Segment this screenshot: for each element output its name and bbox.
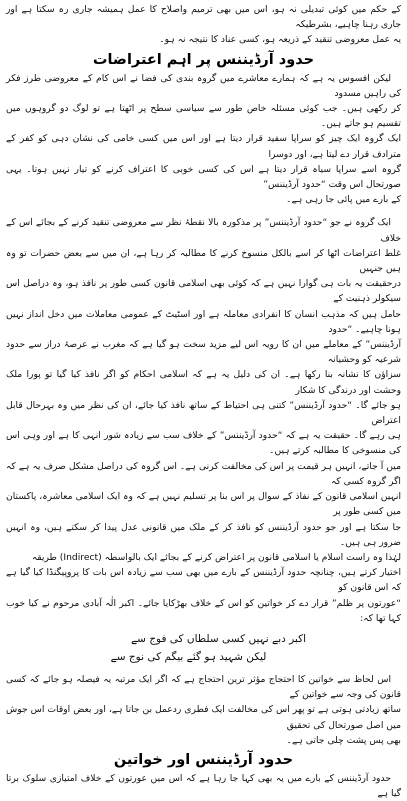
text-line: آرڈیننس” کے معاملے میں ان کا رویہ اس لیے مزید سخت ہو گیا ہے کہ مغرب نے عرصۂ دراز سے حدود شرعیہ کو وحشیانہ: [6, 339, 401, 366]
poem-line-1: اکبر دبے نہیں کسی سلطاں کی فوج سے: [130, 632, 307, 645]
text-line: ہی رہے گا۔ حقیقت یہ ہے کہ “حدود آرڈیننس” کے خلاف سب سے زیادہ شور انہی کا ہے اور وہی اس کی منسوخی کا مطالبہ کرتے ہیں۔: [6, 430, 401, 457]
section-heading-objections: حدود آرڈیننس پر اہم اعتراضات: [92, 51, 315, 68]
text-line: سزاؤں کا نشانہ بنا رکھا ہے۔ ان کی دلیل یہ ہے کہ اسلامی احکام کو اگر نافذ کیا گیا تو پورا ملک وحشت اور درندگی کا شکار: [6, 369, 401, 396]
text-line: حدود آرڈیننس کے بارے میں یہ بھی کہا جا رہا ہے کہ اس میں عورتوں کے خلاف امتیازی سلوک برتا گیا ہے: [6, 772, 401, 800]
text-line: بھی پس پشت چلی جاتی ہے۔: [286, 734, 401, 746]
section1-paragraph-1: [6, 71, 401, 208]
text-line: ہو جائے گا۔ “حدود آرڈیننس” کتنی ہی احتیاط کے ساتھ نافذ کیا جائے، ان کی نظر میں وہ بہرحال قابل اعتراض: [6, 399, 401, 427]
intro-line-2: یہ عمل معروضی تنقید کے ذریعہ ہو، کسی عناد کا نتیجہ نہ ہو۔: [159, 34, 401, 46]
text-line: کر رکھی ہیں۔ جب کوئی مسئلہ خاص طور سے سیاسی سطح پر اٹھتا ہے تو لوگ دو گروہوں میں تقسیم ہو جاتے ہیں۔: [6, 103, 401, 130]
text-line: کے بارے میں پائی جا رہی ہے۔: [286, 194, 401, 206]
section2-paragraph-1: [6, 771, 401, 801]
text-line: درحقیقت یہ بات ہی گوارا نہیں ہے کہ کوئی بھی اسلامی قانون کسی طور پر نافذ ہو، وہ دراصل اس سیکولر ذہنیت کے: [6, 278, 401, 305]
text-line: غلط اعتراضات اٹھا کر اسے بالکل منسوخ کرنے کا مطالبہ کر رہا ہے، ان میں سے بعض حضرات تو وہ ہیں جنہیں: [6, 247, 401, 275]
text-line: انہیں اسلامی قانون کے نفاذ کے سوال پر اس بنا پر تسلیم نہیں ہے کہ وہ ایک اسلامی معاشرہ، پاکستان میں کسی طور پر: [6, 491, 401, 518]
text-line: لہٰذا وہ راست اسلام یا اسلامی قانون پر اعتراض کرنے کے بجائے ایک بالواسطہ (Indirect) طریقہ: [31, 551, 401, 563]
intro-line-1: کے حکم میں کوئی تبدیلی نہ ہو، اس میں بھی ترمیم واصلاح کا عمل ہمیشہ جاری رہ سکتا ہے اور جاری رہنا چاہیے، بشرطیکہ: [6, 4, 401, 31]
text-line: اختیار کرتے ہیں، چنانچہ حدود آرڈیننس کے بارے میں بھی سب سے زیادہ اس بات کا پروپیگنڈا کیا گیا ہے کہ اس قانون کو: [6, 567, 401, 594]
text-line: گروہ اسے سراپا سیاہ قرار دیتا ہے اس کی کسی خوبی کا اعتراف کرنے کو تیار نہیں ہوتا۔ یہی صورتحال اس وقت “حدود آرڈیننس”: [6, 163, 401, 191]
text-line: حامل ہیں کہ مذہب انسان کا انفرادی معاملہ ہے اور اسٹیٹ کے عمومی معاملات میں دخل انداز نہیں ہونا چاہیے۔ “حدود: [6, 308, 401, 335]
section-heading-women: حدود آرڈیننس اور خواتین: [113, 751, 294, 768]
text-line: “عورتوں پر ظلم” قرار دے کر خواتین کو اس کے خلاف بھڑکایا جائے۔ اکبر الٰہ آبادی مرحوم نے کیا خوب کہا تھا کہ:: [6, 597, 401, 624]
poem-couplet: [6, 630, 401, 666]
text-line: اس لحاظ سے خواتین کا احتجاج مؤثر ترین احتجاج ہے کہ اگر ایک مرتبہ یہ فیصلہ ہو جائے کہ کسی قانون کی وجہ سے خواتین کے: [6, 673, 401, 701]
paragraph-protest: [6, 672, 401, 748]
text-line: ایک گروہ نے جو “حدود آرڈیننس” پر مذکورہ بالا نقطۂ نظر سے معروضی تنقید کرنے کے بجائے اس کے خلاف: [6, 217, 401, 244]
poem-line-2: لیکن شہید ہو گئے بیگم کی نوج سے: [110, 650, 267, 663]
text-line: ایک گروہ ایک چیز کو سراپا سفید قرار دیتا ہے اور اس میں کسی خامی کی نشان دہی کو کفر کے مترادف قرار دے لیتا ہے، اور دوسرا: [6, 133, 401, 160]
text-line: ساتھ زیادتی ہوتی ہے تو پھر اس کی مخالفت ایک فطری ردعمل بن جاتا ہے، اور بعض اوقات اس جوش میں اصل صورتحال کی تحقیق: [6, 704, 401, 731]
section1-paragraph-2: [6, 215, 401, 625]
text-line: جا سکتا ہے اور جو حدود آرڈیننس کو نافذ کر کے ملک میں قانونی عدل پیدا کر سکتے ہیں، وہ انہیں ضرور ہی ہیں۔: [6, 521, 401, 548]
text-line: میں آ جاتے، انہیں ہر قیمت پر اس کی مخالفت کرنی ہے۔ اس گروہ کی دراصل مشکل صرف یہ ہے کہ اگر گروہ کسی کہ: [6, 460, 401, 487]
text-line: لیکن افسوس یہ ہے کہ ہمارے معاشرے میں گروہ بندی کی فضا نے اس کام کے معروضی طرز فکر کی راہیں مسدود: [6, 72, 401, 99]
